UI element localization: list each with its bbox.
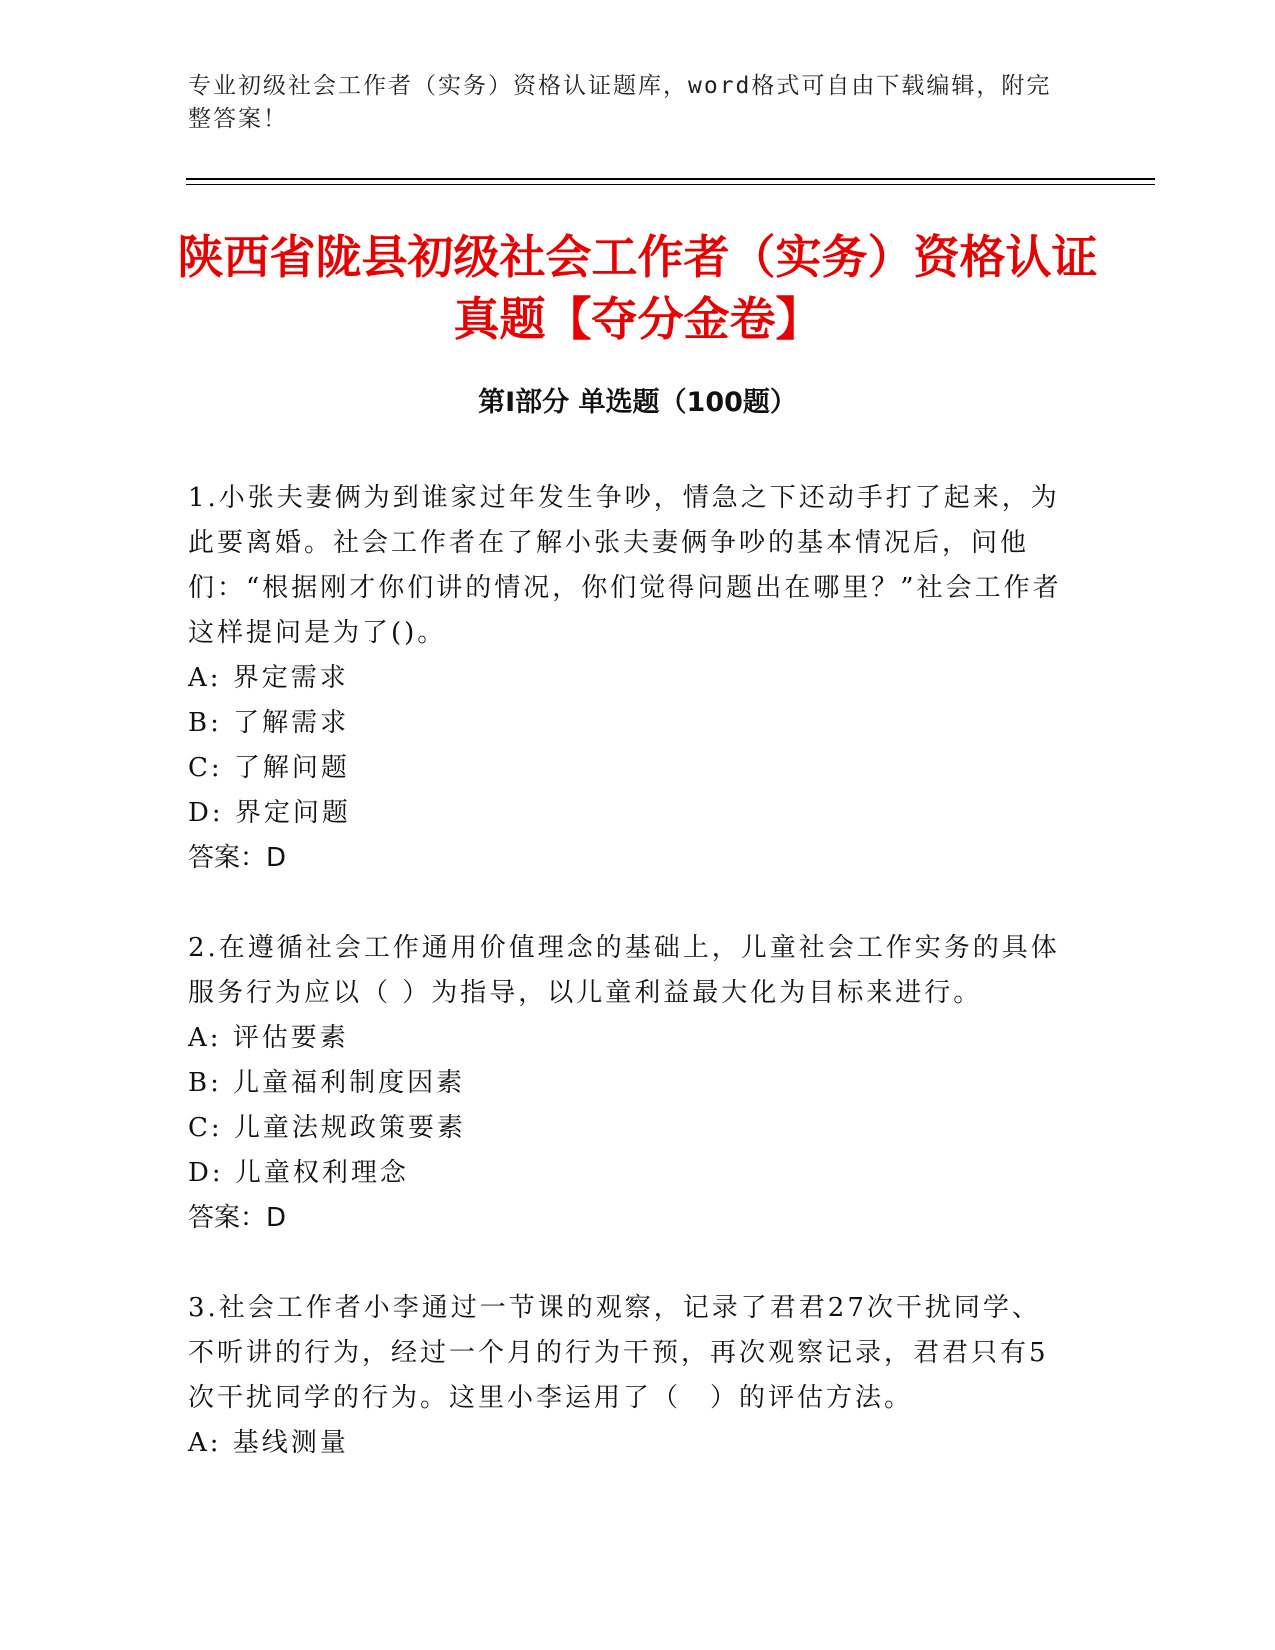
header-rule-thin (186, 184, 1155, 185)
option-a: A: 评估要素 (188, 1023, 349, 1053)
question-stem: 2.在遵循社会工作通用价值理念的基础上，儿童社会工作实务的具体服务行为应以（ ）为指导，以儿童利益最大化为目标来进行。 (188, 933, 1060, 1008)
question-2 (188, 926, 1068, 1241)
option-a: A: 界定需求 (188, 663, 349, 693)
option-c: C: 了解问题 (188, 753, 350, 783)
question-3 (188, 1286, 1068, 1466)
option-d: D: 界定问题 (188, 798, 351, 828)
header-rule-thick (186, 178, 1155, 180)
question-stem: 3.社会工作者小李通过一节课的观察，记录了君君27次干扰同学、不听讲的行为，经过一个月的行为干预，再次观察记录，君君只有5次干扰同学的行为。这里小李运用了（ ）的评估方法。 (188, 1293, 1049, 1413)
question-spacer (188, 1241, 1068, 1286)
answer: 答案：D (188, 843, 287, 873)
option-b: B: 了解需求 (188, 708, 350, 738)
question-stem: 1.小张夫妻俩为到谁家过年发生争吵，情急之下还动手打了起来，为此要离婚。社会工作者在了解小张夫妻俩争吵的基本情况后，问他们：“根据刚才你们讲的情况，你们觉得问题出在哪里？”社会工作者这样提问是为了()。 (188, 483, 1062, 648)
header-note: 专业初级社会工作者（实务）资格认证题库，word格式可自由下载编辑，附完整答案！ (188, 73, 1052, 132)
option-a: A: 基线测量 (188, 1428, 349, 1458)
option-b: B: 儿童福利制度因素 (188, 1068, 466, 1098)
answer: 答案：D (188, 1203, 287, 1233)
option-d: D: 儿童权利理念 (188, 1158, 409, 1188)
question-spacer (188, 881, 1068, 926)
option-c: C: 儿童法规政策要素 (188, 1113, 466, 1143)
document-title: 陕西省陇县初级社会工作者（实务）资格认证真题【夺分金卷】 (177, 230, 1098, 346)
question-list (188, 476, 1068, 1466)
question-1 (188, 476, 1068, 881)
section-heading: 第I部分 单选题（100题） (478, 387, 797, 418)
